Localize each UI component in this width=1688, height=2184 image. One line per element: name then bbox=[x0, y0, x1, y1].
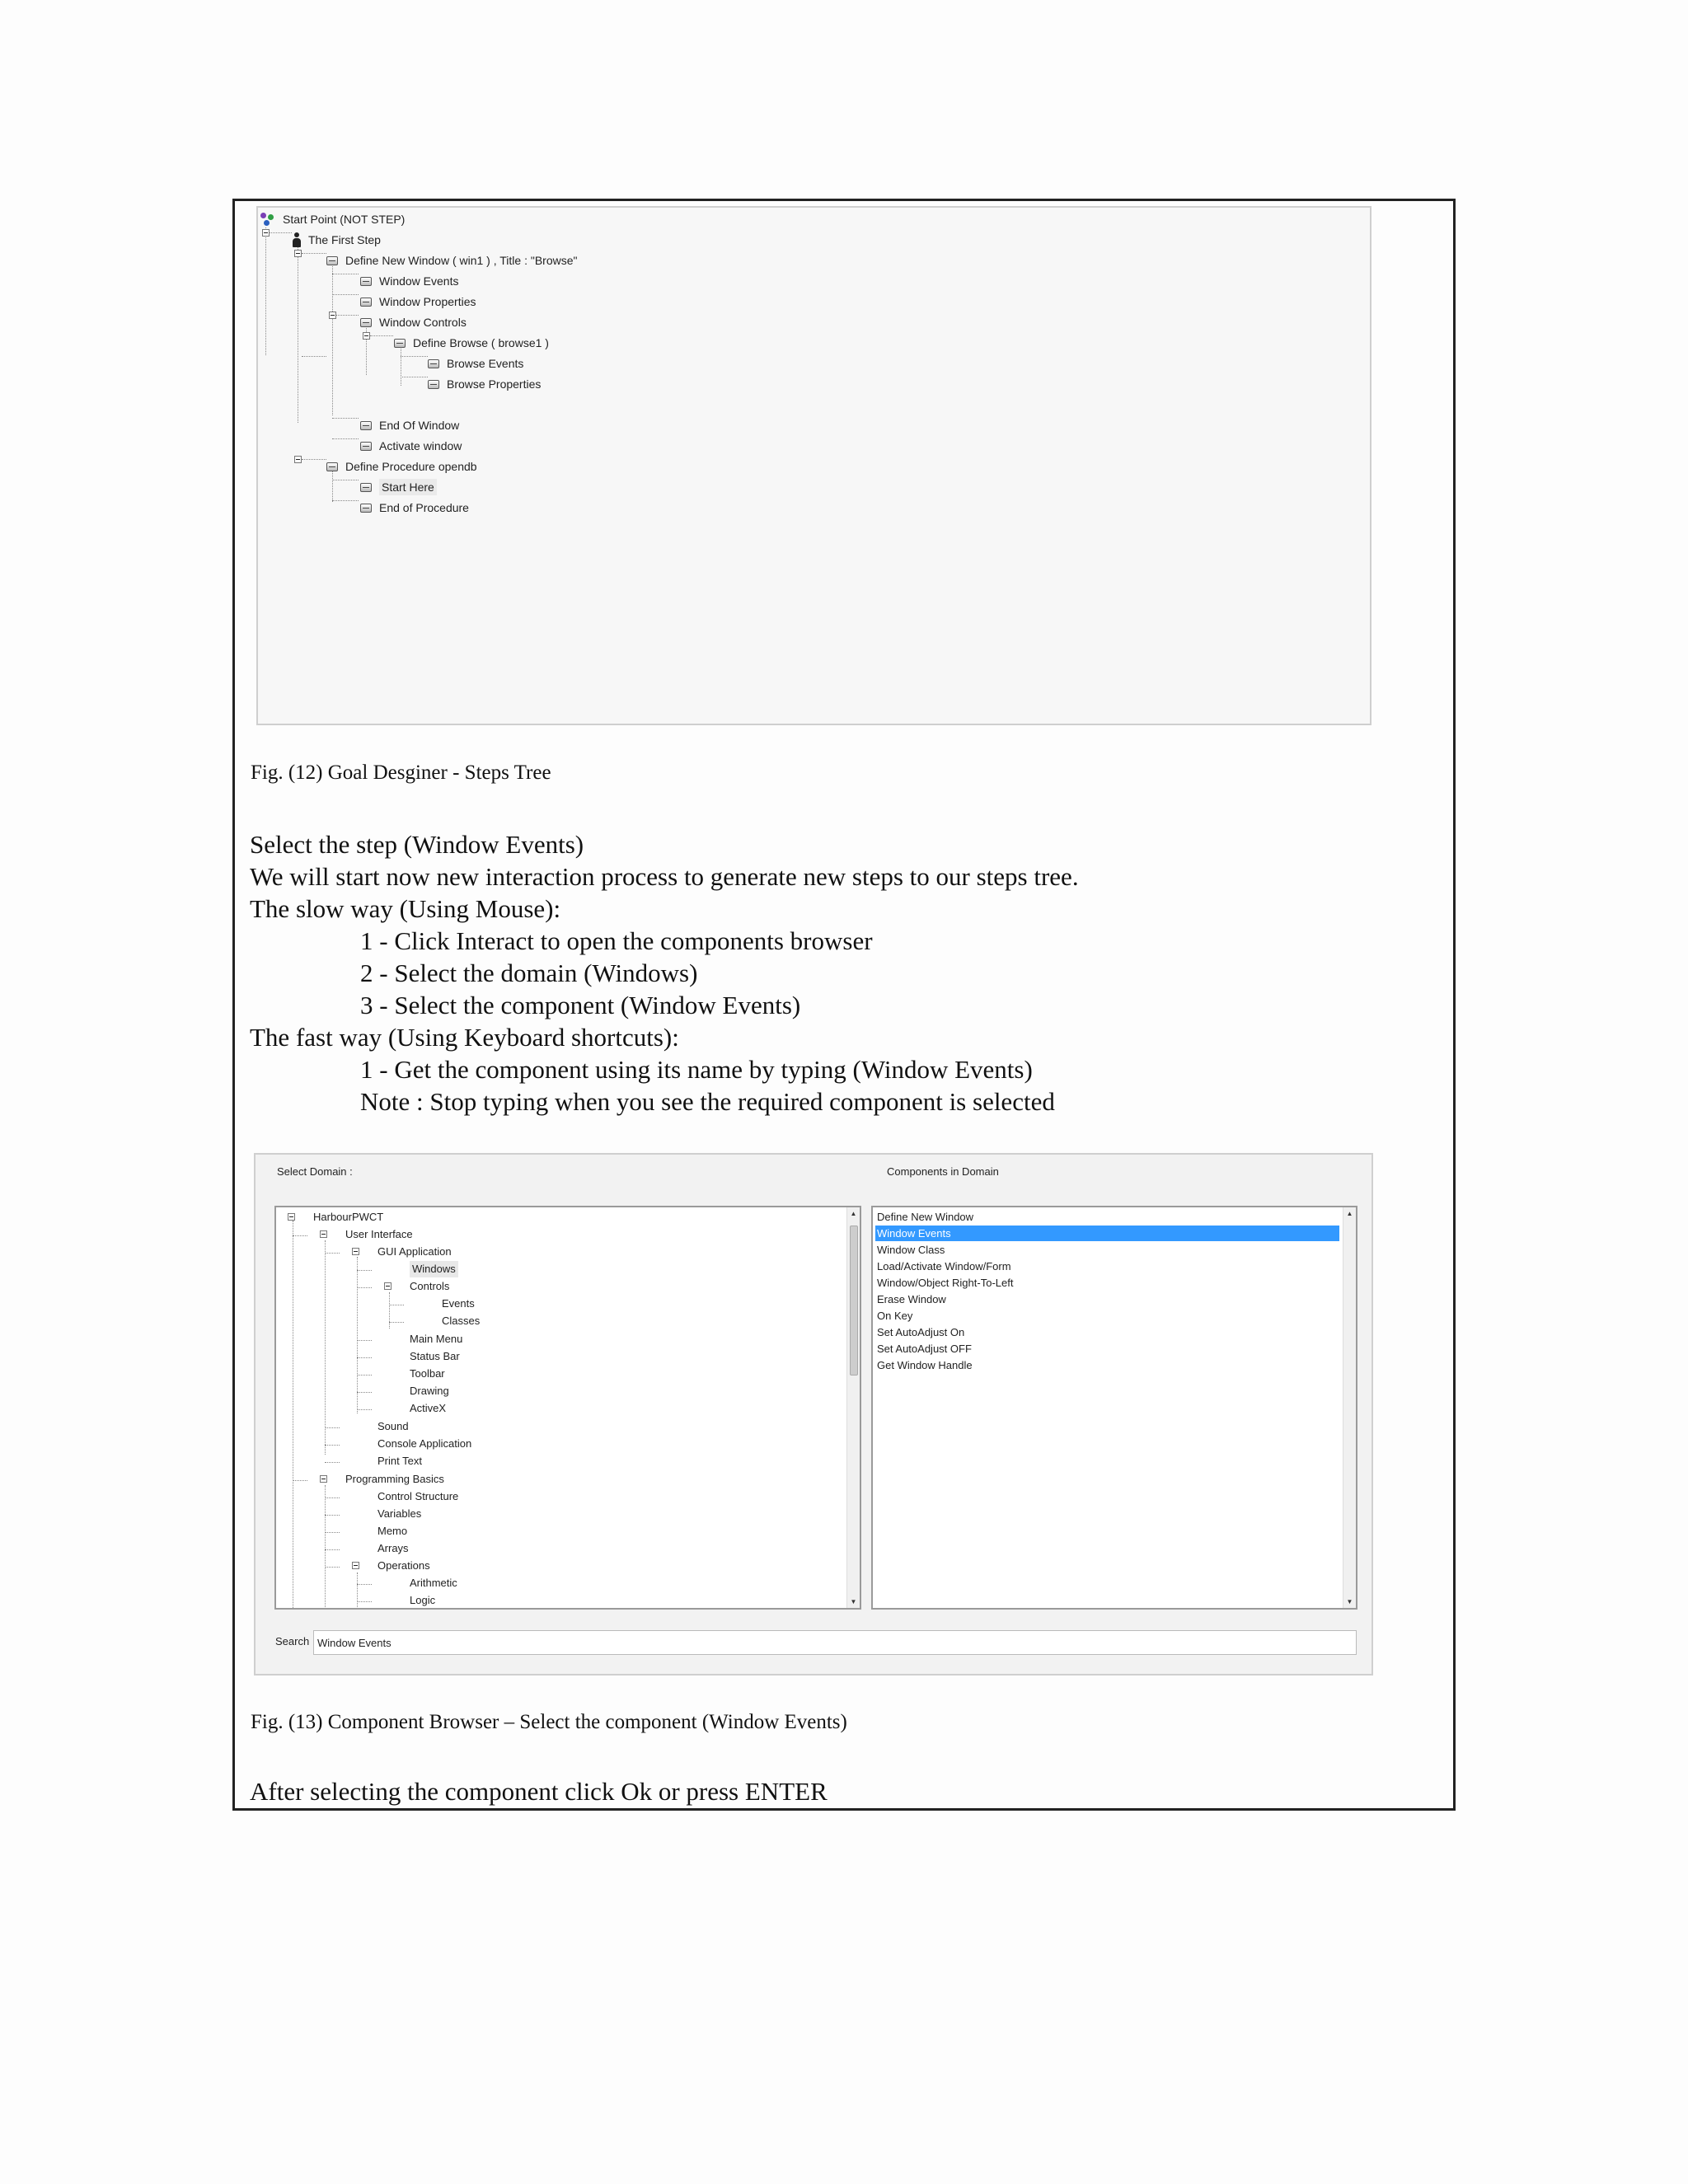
scroll-up-icon[interactable]: ▲ bbox=[1346, 1210, 1353, 1217]
step-icon bbox=[360, 421, 372, 430]
tree-line bbox=[302, 356, 326, 357]
domain-item[interactable]: Drawing bbox=[410, 1385, 449, 1397]
component-item[interactable]: Get Window Handle bbox=[877, 1359, 973, 1371]
tree-node-label: End of Procedure bbox=[379, 501, 469, 515]
tree-line bbox=[325, 1567, 340, 1568]
tree-line bbox=[325, 1445, 340, 1446]
collapse-toggle[interactable] bbox=[329, 312, 336, 319]
instruction-line: The fast way (Using Keyboard shortcuts): bbox=[250, 1023, 679, 1052]
scroll-thumb[interactable] bbox=[850, 1226, 858, 1376]
instruction-line: 1 - Click Interact to open the components browser bbox=[360, 926, 873, 955]
steps-tree-panel[interactable] bbox=[256, 206, 1372, 725]
tree-line bbox=[357, 1601, 372, 1602]
tree-line bbox=[265, 227, 266, 355]
component-item[interactable]: Erase Window bbox=[877, 1293, 946, 1305]
domain-item[interactable]: Sound bbox=[377, 1420, 409, 1432]
component-item[interactable]: On Key bbox=[877, 1310, 913, 1322]
domain-item[interactable]: Console Application bbox=[377, 1437, 472, 1450]
domain-item[interactable]: ActiveX bbox=[410, 1402, 447, 1414]
step-icon bbox=[360, 504, 372, 513]
domain-item[interactable]: Logic bbox=[410, 1594, 436, 1606]
tree-node-label: Activate window bbox=[379, 439, 462, 453]
tree-node-activate-window[interactable] bbox=[360, 437, 462, 453]
collapse-toggle[interactable] bbox=[262, 229, 270, 237]
instructions bbox=[250, 828, 1079, 1118]
component-item[interactable]: Load/Activate Window/Form bbox=[877, 1260, 1011, 1272]
step-icon bbox=[428, 380, 439, 389]
tree-line bbox=[389, 1292, 390, 1329]
tree-node-label: End Of Window bbox=[379, 419, 460, 433]
instruction-line: The slow way (Using Mouse): bbox=[250, 894, 561, 923]
tree-line bbox=[325, 1532, 340, 1533]
tree-node-label: Browse Events bbox=[447, 357, 524, 371]
step-icon bbox=[360, 277, 372, 286]
tree-node-label: Define Procedure opendb bbox=[345, 460, 477, 474]
start-point-icon bbox=[260, 213, 274, 227]
instruction-line: 1 - Get the component using its name by typing (Window Events) bbox=[360, 1055, 1033, 1084]
component-item[interactable]: Set AutoAdjust OFF bbox=[877, 1343, 972, 1355]
instruction-line: Note : Stop typing when you see the required component is selected bbox=[360, 1087, 1055, 1116]
step-icon bbox=[360, 483, 372, 492]
tree-node-label: The First Step bbox=[308, 233, 381, 247]
tree-line bbox=[370, 335, 393, 336]
tree-node-window-properties[interactable] bbox=[360, 293, 476, 309]
select-domain-label: Select Domain : bbox=[277, 1165, 353, 1178]
collapse-toggle[interactable] bbox=[320, 1230, 327, 1238]
tree-node-start-here[interactable] bbox=[360, 478, 437, 494]
tree-line bbox=[332, 418, 359, 419]
tree-line bbox=[293, 1235, 307, 1236]
collapse-toggle[interactable] bbox=[288, 1213, 295, 1221]
components-scrollbar[interactable] bbox=[1343, 1207, 1356, 1608]
domain-item[interactable]: Memo bbox=[377, 1525, 408, 1537]
domain-tree[interactable] bbox=[274, 1206, 861, 1610]
components-label: Components in Domain bbox=[887, 1165, 999, 1178]
instruction-line: Select the step (Window Events) bbox=[250, 830, 584, 859]
tree-node-browse-events[interactable] bbox=[428, 354, 523, 371]
tree-line bbox=[357, 1409, 372, 1410]
domain-item[interactable]: Programming Basics bbox=[345, 1473, 444, 1485]
domain-item[interactable]: Main Menu bbox=[410, 1333, 463, 1345]
tree-line bbox=[357, 1340, 372, 1341]
collapse-toggle[interactable] bbox=[363, 332, 370, 340]
tree-line bbox=[357, 1357, 372, 1358]
tree-line bbox=[357, 1375, 372, 1376]
collapse-toggle[interactable] bbox=[320, 1475, 327, 1483]
step-icon bbox=[360, 442, 372, 451]
tree-line bbox=[270, 232, 292, 233]
tree-line bbox=[357, 1270, 372, 1271]
domain-item[interactable]: Arrays bbox=[377, 1542, 409, 1554]
domain-item[interactable]: Events bbox=[442, 1297, 475, 1310]
tree-node-label: Start Here bbox=[379, 479, 437, 495]
collapse-toggle[interactable] bbox=[384, 1282, 392, 1290]
collapse-toggle[interactable] bbox=[352, 1248, 359, 1255]
tree-node-end-of-procedure[interactable] bbox=[360, 499, 469, 515]
component-browser bbox=[254, 1153, 1373, 1675]
domain-item[interactable]: Variables bbox=[377, 1507, 422, 1520]
tree-line bbox=[325, 1240, 326, 1455]
component-item[interactable]: Window/Object Right-To-Left bbox=[877, 1277, 1014, 1289]
tree-node-define-window[interactable] bbox=[326, 251, 577, 268]
tree-line bbox=[389, 1322, 404, 1323]
tree-line bbox=[332, 259, 333, 415]
instruction-line: 3 - Select the component (Window Events) bbox=[360, 991, 801, 1019]
scroll-down-icon[interactable]: ▼ bbox=[1346, 1598, 1353, 1605]
tree-line bbox=[401, 356, 428, 357]
tree-node-label: Browse Properties bbox=[447, 377, 542, 391]
tree-line bbox=[332, 294, 359, 295]
tree-node-first-step[interactable] bbox=[293, 231, 381, 247]
domain-item[interactable]: Classes bbox=[442, 1315, 481, 1327]
domain-item[interactable]: Arithmetic bbox=[410, 1577, 457, 1589]
fig12-caption: Fig. (12) Goal Desginer - Steps Tree bbox=[251, 762, 551, 784]
instruction-line: 2 - Select the domain (Windows) bbox=[360, 958, 698, 987]
tree-line bbox=[302, 459, 326, 460]
tree-node-browse-properties[interactable] bbox=[428, 375, 541, 391]
domain-item[interactable]: Print Text bbox=[377, 1455, 422, 1467]
tree-node-end-of-window[interactable] bbox=[360, 416, 459, 433]
component-item[interactable]: Window Class bbox=[877, 1244, 945, 1256]
domain-item[interactable]: Status Bar bbox=[410, 1350, 460, 1362]
tree-node-label: Window Events bbox=[379, 274, 459, 288]
instruction-line: We will start now new interaction process to generate new steps to our steps tree. bbox=[250, 862, 1079, 891]
domain-item[interactable]: Control Structure bbox=[377, 1490, 459, 1502]
step-icon bbox=[326, 462, 338, 471]
tree-node-define-procedure[interactable] bbox=[326, 457, 477, 474]
domain-item-selected[interactable]: Windows bbox=[410, 1261, 458, 1277]
final-instruction bbox=[250, 1775, 828, 1807]
tree-node-label: Window Controls bbox=[379, 316, 467, 330]
collapse-toggle[interactable] bbox=[352, 1562, 359, 1569]
step-icon bbox=[326, 256, 338, 265]
tree-node-label: Start Point (NOT STEP) bbox=[283, 213, 406, 227]
search-label: Search bbox=[275, 1635, 310, 1647]
tree-node-start-point[interactable] bbox=[260, 210, 405, 227]
tree-line bbox=[325, 1427, 340, 1428]
tree-node-window-controls[interactable] bbox=[360, 313, 467, 330]
scroll-down-icon[interactable]: ▼ bbox=[850, 1598, 857, 1605]
collapse-toggle[interactable] bbox=[294, 456, 302, 463]
document-frame bbox=[232, 199, 1456, 1811]
step-pin-icon bbox=[293, 232, 301, 247]
components-list[interactable] bbox=[871, 1206, 1357, 1610]
domain-scrollbar[interactable] bbox=[846, 1207, 860, 1608]
tree-line bbox=[357, 1257, 358, 1413]
tree-line bbox=[293, 1480, 307, 1481]
domain-item[interactable]: Toolbar bbox=[410, 1367, 445, 1380]
tree-line bbox=[325, 1497, 340, 1498]
tree-line bbox=[325, 1462, 340, 1463]
component-item[interactable]: Define New Window bbox=[877, 1211, 974, 1223]
tree-line bbox=[332, 438, 359, 439]
tree-line bbox=[357, 1287, 372, 1288]
domain-item[interactable]: HarbourPWCT bbox=[313, 1211, 384, 1223]
collapse-toggle[interactable] bbox=[294, 250, 302, 257]
tree-line bbox=[325, 1549, 340, 1550]
tree-line bbox=[357, 1572, 358, 1610]
tree-line bbox=[325, 1253, 340, 1254]
tree-line bbox=[357, 1392, 372, 1393]
tree-line bbox=[325, 1485, 326, 1610]
fig13-caption: Fig. (13) Component Browser – Select the component (Window Events) bbox=[251, 1711, 847, 1733]
tree-node-window-events[interactable] bbox=[360, 272, 458, 288]
tree-node-label: Define Browse ( browse1 ) bbox=[413, 336, 549, 350]
domain-item[interactable]: Controls bbox=[410, 1280, 450, 1292]
final-instruction-line: After selecting the component click Ok or press ENTER bbox=[250, 1777, 828, 1806]
domain-item[interactable]: GUI Application bbox=[377, 1245, 452, 1258]
component-item-selected[interactable]: Window Events bbox=[875, 1226, 1339, 1241]
tree-line bbox=[336, 315, 359, 316]
step-icon bbox=[360, 318, 372, 327]
domain-item[interactable]: Operations bbox=[377, 1559, 430, 1572]
tree-line bbox=[357, 1584, 372, 1585]
tree-node-label: Define New Window ( win1 ) , Title : "Browse" bbox=[345, 254, 578, 268]
tree-line bbox=[302, 253, 326, 254]
scroll-up-icon[interactable]: ▲ bbox=[850, 1210, 857, 1217]
tree-line bbox=[332, 500, 359, 501]
search-input[interactable] bbox=[313, 1630, 1357, 1655]
step-icon bbox=[428, 359, 439, 368]
tree-node-define-browse[interactable] bbox=[394, 334, 549, 350]
step-icon bbox=[394, 339, 406, 348]
tree-line bbox=[325, 1515, 340, 1516]
tree-node-label: Window Properties bbox=[379, 295, 476, 309]
domain-item[interactable]: User Interface bbox=[345, 1228, 413, 1240]
step-icon bbox=[360, 298, 372, 307]
component-item[interactable]: Set AutoAdjust On bbox=[877, 1326, 965, 1338]
